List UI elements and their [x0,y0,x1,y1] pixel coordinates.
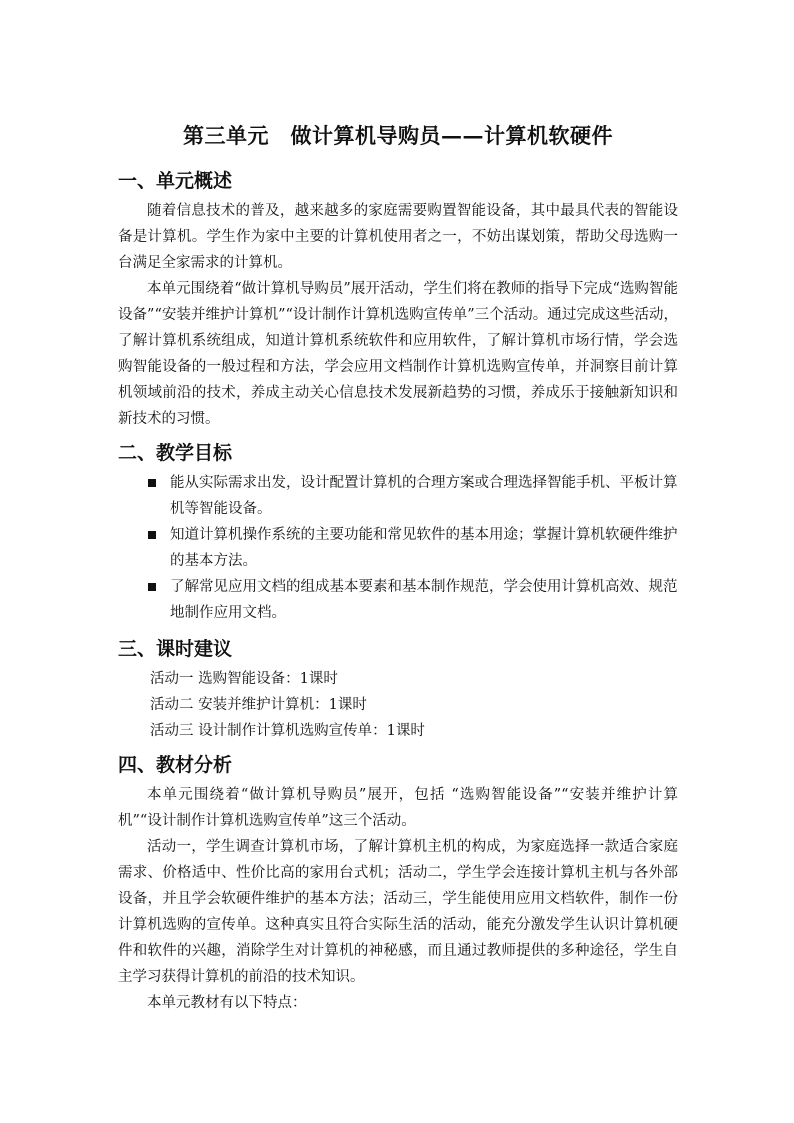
schedule-row: 活动二 安装并维护计算机：1课时 [150,697,367,713]
section-analysis [118,752,678,1016]
square-bullet-icon [148,479,156,487]
square-bullet-icon [148,531,156,539]
section-heading-goals: 二、教学目标 [118,442,233,464]
goals-list [118,470,678,626]
section-heading-schedule: 三、课时建议 [118,638,233,660]
goal-text: 知道计算机操作系统的主要功能和常见软件的基本用途；掌握计算机软硬件维护的基本方法。 [170,527,678,569]
schedule-row: 活动一 选购智能设备：1课时 [150,671,338,687]
goal-text: 了解常见应用文档的组成基本要素和基本制作规范，学会使用计算机高效、规范地制作应用文档。 [170,579,678,621]
list-item [118,522,678,574]
analysis-paragraph-2: 活动一，学生调查计算机市场，了解计算机主机的构成，为家庭选择一款适合家庭需求、价格适中、性价比高的家用台式机；活动二，学生学会连接计算机主机与各外部设备，并且学会软硬件维护的基本方法；活动三，学生能使用应用文档软件，制作一份计算机选购的宣传单。这种真实且符合实际生活的活动，能充分激发学生认识计算机硬件和软件的兴趣，消除学生对计算机的神秘感，而且通过教师提供的多种途径，学生自主学习获得计算机的前沿的技术知识。 [118,839,678,985]
section-spacer [118,628,678,636]
overview-paragraph-2: 本单元围绕着“做计算机导购员”展开活动，学生们将在教师的指导下完成“选购智能设备”“安装并维护计算机”“设计制作计算机选购宣传单”三个活动。通过完成这些活动，了解计算机系统组成，知道计算机系统软件和应用软件，了解计算机市场行情，学会选购智能设备的一般过程和方法，学会应用文档制作计算机选购宣传单，并洞察目前计算机领域前沿的技术，养成主动关心信息技术发展新趋势的习惯，养成乐于接触新知识和新技术的习惯。 [118,281,678,427]
section-heading-overview: 一、单元概述 [118,170,233,192]
goal-text: 能从实际需求出发，设计配置计算机的合理方案或合理选择智能手机、平板计算机等智能设备。 [170,475,678,517]
list-item [118,470,678,522]
document-title: 第三单元 做计算机导购员——计算机软硬件 [183,123,613,148]
section-spacer [118,744,678,752]
document-page [118,112,678,1016]
section-heading-analysis: 四、教材分析 [118,754,233,776]
overview-paragraph-1: 随着信息技术的普及，越来越多的家庭需要购置智能设备，其中最具代表的智能设备是计算机。学生作为家中主要的计算机使用者之一，不妨出谋划策，帮助父母选购一台满足全家需求的计算机。 [118,203,678,271]
schedule-list [118,666,678,744]
section-schedule [118,636,678,744]
section-goals [118,440,678,626]
schedule-row: 活动三 设计制作计算机选购宣传单：1课时 [150,723,425,739]
list-item [118,574,678,626]
analysis-paragraph-1: 本单元围绕着“做计算机导购员”展开，包括 “选购智能设备”“安装并维护计算机”“设计制作计算机选购宣传单”这三个活动。 [118,787,678,829]
section-overview [118,168,678,432]
analysis-paragraph-3: 本单元教材有以下特点： [147,995,307,1011]
section-spacer [118,432,678,440]
square-bullet-icon [148,583,156,591]
